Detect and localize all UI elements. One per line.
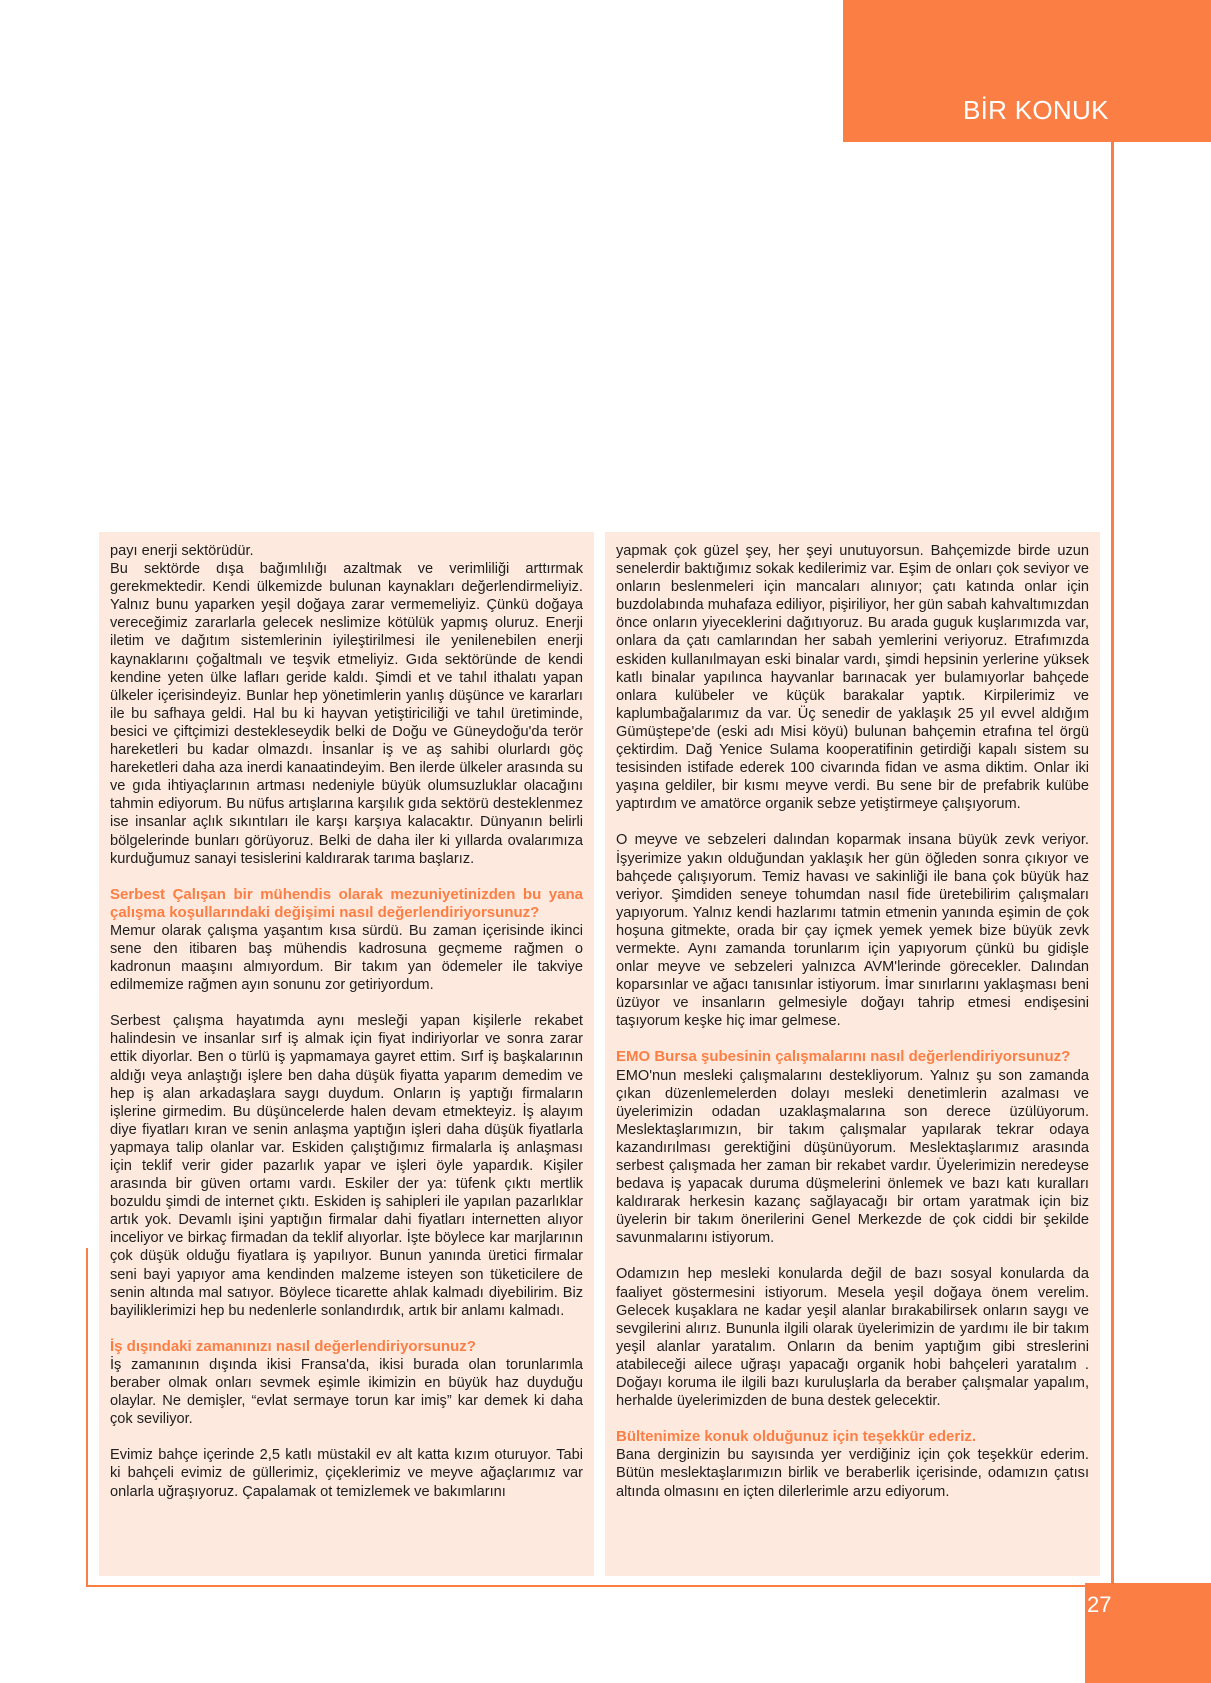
section-title: BİR KONUK xyxy=(963,95,1109,125)
paragraph: Bu sektörde dışa bağımlılığı azaltmak ve verimliliği arttırmak gerekmektedir. Kendi ülkemizde bulunan kaynakları değerlendirmeliyiz. Yalnız bunu yaparken yeşil doğaya zarar vermemeliyiz. Çünkü doğaya vereceğimiz zararlarla gelecek neslimize kötülük yapmış oluruz. Enerji iletim ve dağıtım sistemlerinin iyileştirilmesi ile yenilenebilen enerji kaynaklarını çoğaltmalı ve teşvik etmeliyiz. Gıda sektöründe de kendi kendine yeten ülke lafları geride kaldı. Şimdi et ve tahıl ithalatı yapan ülkeler içerisindeyiz. Bunlar hep yönetimlerin yanlış düşünce ve kararları ile bu safhaya geldi. Hal bu ki hayvan yetiştiriciliği ve tahıl üretiminde, besici ve çiftçimizi destekleseydik belki de Doğu ve Güneydoğu'da terör hareketleri bu kadar olmazdı. İnsanlar iş ve aş sahibi olurlardı göç hareketleri daha aza inerdi kanaatindeyim. Ben ilerde ülkeler arasında su ve gıda ihtiyaçlarının artması nedeniyle büyük olumsuzluklar olacağını tahmin ediyorum. Bu nüfus artışlarına karşılık gıda sektörü desteklenmez ise insanlar açlık sıkıntıları ile karşı karşıya kalacaktır. Dünyanın belirli bölgelerinde bunları görüyoruz. Belki de daha iler ki yıllarda ovalarımıza kurduğumuz sanayi tesislerini kaldırarak tarıma başlarız. xyxy=(110,561,583,867)
paragraph: payı enerji sektörüdür. xyxy=(110,543,254,559)
question-heading: Bültenimize konuk olduğunuz için teşekkür ederiz. xyxy=(616,1428,977,1446)
answer-paragraph: Bana derginizin bu sayısında yer verdiğiniz için çok teşekkür ederim. Bütün meslektaşlarımızın birlik ve beraberlik içerisinde, odamızın çatısı altında olmasını en içten dilerlerimle arzu ediyorum. xyxy=(616,1447,1089,1500)
right-accent-line xyxy=(1111,142,1114,1683)
answer-paragraph: Memur olarak çalışma yaşantım kısa sürdü. Bu zaman içerisinde ikinci sene den itibaren baş mühendis kadrosuna geçmeme rağmen o kadronun maaşını almıyordum. Bir takım yan ödemeler ile takviye edilmemize rağmen ayın sonunu zor getiriyordum. xyxy=(110,922,583,994)
question-heading: Serbest Çalışan bir mühendis olarak mezuniyetinizden bu yana çalışma koşullarındaki değişimi nasıl değerlendiriyorsunuz? xyxy=(110,885,583,921)
question-heading: EMO Bursa şubesinin çalışmalarını nasıl değerlendiriyorsunuz? xyxy=(616,1048,1071,1066)
paragraph: O meyve ve sebzeleri dalından koparmak insana büyük zevk veriyor. İşyerimize yakın olduğundan yaklaşık her gün öğleden sonra çıkıyor ve bahçede çalışıyorum. Temiz havası ve sakinliği ile bana çok büyük haz veriyor. Şimdiden seneye tohumdan nasıl fide üretebilirim çalışmaları yapıyorum. Yalnız kendi hazlarımı tatmin etmenin yanında eşimin de çok hoşuna gitmekte, orada bir çay içmek yemek yemek bize büyük zevk vermekte. Aynı zamanda torunlarım için yapıyorum çünkü bu gidişle onlar meyve ve sebzeleri yalnızca AVM'lerinde görecekler. Dalından koparsınlar ve ağacı tanısınlar istiyorum. İmar sınırlarını yaklaşması beni üzüyor ve insanların gelmesiyle doğayı tahrip etmesi endişesini taşıyorum keşke hiç imar gelmese. xyxy=(616,832,1089,1030)
left-column xyxy=(99,532,594,1576)
answer-paragraph: Evimiz bahçe içerinde 2,5 katlı müstakil ev alt katta kızım oturuyor. Tabi ki bahçeli evimiz de güllerimiz, çiçeklerimiz ve meyve ağaçlarımız var onlarla uğraşıyoruz. Çapalamak ot temizlemek ve bakımlarını xyxy=(110,1447,583,1500)
frame-bottom-line xyxy=(86,1585,1086,1587)
answer-paragraph: Odamızın hep mesleki konularda değil de bazı sosyal konularda da faaliyet göstermesini istiyorum. Mesela yeşil doğaya önem verelim. Gelecek kuşaklara ne kadar yeşil alanlar bırakabilirsek onların saygı ve sevgilerini alırız. Bununla ilgili olarak üyelerimizin de yardımı ile bir takım yeşil alanlar yaratalım. Onların da benim yaptığım gibi streslerini atabileceği ailece uğraşı yapacağı organik hobi bahçeleri yaratalım . Doğayı koruma ile ilgili bazı kuruluşlarla da beraber çalışmalar yapalım, herhalde üyelerimizden de buna destek gelecektir. xyxy=(616,1266,1089,1410)
answer-paragraph: Serbest çalışma hayatımda aynı mesleği yapan kişilerle rekabet halindesin ve insanlar sırf iş almak için fiyat indiriyorlar ve sonra zarar ettik diyorlar. Ben o türlü iş yapmamaya gayret ettim. Sırf iş başkalarının aldığı veya anlaştığı işlere ben daha düşük fiyatta yaparım demedim ve hep iş alan arkadaşlara saygı duydum. Onların iş yaptığı firmaların işlerine girmedim. Bu düşüncelerde halen devam etmekteyiz. İş alayım diye fiyatları kıran ve senin anlaşma yaptığın işleri daha düşük fiyatlarla yapmaya talip olanlar var. Eskiden çalıştığımız firmalarla iş anlaşması için teklif verir gider pazarlık yapar ve işleri öyle yapardık. Kişiler arasında bir güven ortamı vardı. Eskiler der ya: tüfenk çıktı mertlik bozuldu şimdi de internet çıktı. Eskiden iş sahipleri ile yapılan pazarlıklar artık yok. Devamlı işini yaptığın firmalar dahi fiyatları internetten alıyor inceliyor ve birkaç firmadan da teklif alıyorlar. İşte böylece kar marjlarının çok düşük olduğu fiyatlara iş yapılıyor. Bunun yanında üretici firmalar seni bayi yapıyor ama kendinden malzeme isteyen son tüketicilere de senin altında mal satıyor. Böylece ticarette ahlak kalmadı diyebilirim. Biz bayiliklerimizi hep bu nedenlerle sonlandırdık, artık bir anlamı kalmadı. xyxy=(110,1013,583,1319)
question-heading: İş dışındaki zamanınızı nasıl değerlendiriyorsunuz? xyxy=(110,1337,476,1355)
answer-paragraph: İş zamanının dışında ikisi Fransa'da, ikisi burada olan torunlarımla beraber olmak onları sevmek eşimle ikimizin en büyük haz duyduğu olaylar. Ne demişler, “evlat sermaye torun kar imiş” kar demek ki daha çok seviliyor. xyxy=(110,1356,583,1428)
answer-paragraph: EMO'nun mesleki çalışmalarını destekliyorum. Yalnız şu son zamanda çıkan düzenlemelerden dolayı mesleki denetimlerin azalması ve üyelerimizin odadan uzaklaşmalarına son derece üzülüyorum. Meslektaşlarımızın, bir takım çalışmalar yapılarak tekrar odaya kazandırılması gerektiğini düşünüyorum. Meslektaşlarımız arasında serbest çalışmada her zaman bir rekabet vardır. Üyelerimizin neredeyse bedava iş yapacak duruma düşmelerini önlemek ve bazı katı kuralları kaldırarak herkesin kazanç sağlayacağı bir ortam yaratmak için biz üyelerin bir takım önerilerini Genel Merkezde de çok ciddi bir şekilde savunmalarını istiyorum. xyxy=(616,1067,1089,1247)
right-column xyxy=(605,532,1100,1576)
frame-left-line xyxy=(86,1248,88,1587)
paragraph: yapmak çok güzel şey, her şeyi unutuyorsun. Bahçemizde birde uzun senelerdir baktığımız sokak kedilerimiz var. Eşim de onları çok seviyor ve onların beslenmeleri için mancaları alınıyor; çatı katında onlar için buzdolabında muhafaza ediliyor, pişiriliyor, her gün sabah kahvaltımızdan önce onların yiyeceklerini dağıtıyoruz. Bu arada guguk kuşlarımızda var, onlara da çatı camlarından her sabah yemlerini veriyoruz. Etrafımızda eskiden kullanılmayan eski binalar vardı, şimdi hepsinin yerlerine yüksek katlı binalar yapılınca hayvanlar barınacak yer bulamıyorlar bahçede onlara kulübeler ve küçük barakalar yaptık. Kirpilerimiz ve kaplumbağalarımız da var. Üç senedir de yaklaşık 25 yıl evvel aldığım Gümüştepe'de (eski adı Misi köyü) bulunan bahçemin etrafına tel örgü çektirdim. Dağ Yenice Sulama kooperatifinin getirdiği kapalı sistem su tesisinden istifade ederek 100 civarında fidan ve asma diktim. Onlar iki yaşına geldiler, bir kısmı meyve verdi. Bu sene bir de prefabrik kulübe yaptırdım ve amatörce organik sebze yetiştirmeye çalışıyorum. xyxy=(616,543,1089,813)
page-number: 27 xyxy=(1087,1592,1112,1617)
